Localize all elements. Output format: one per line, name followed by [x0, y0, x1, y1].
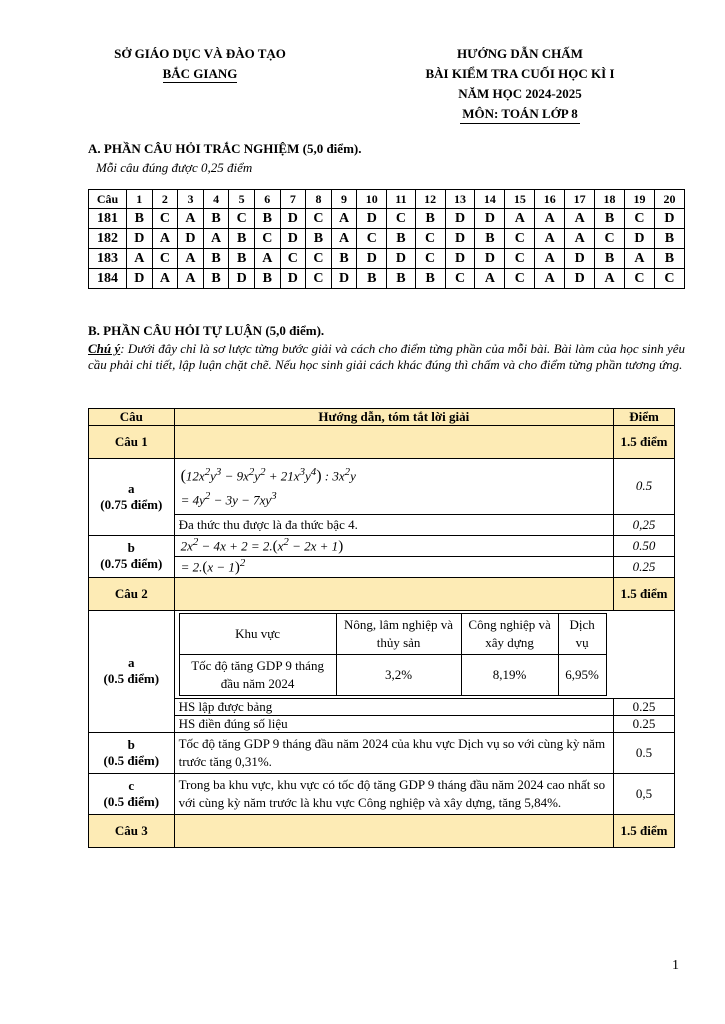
answer-cell: B — [654, 249, 684, 269]
answer-cell: B — [229, 249, 255, 269]
cau1b-label: b — [127, 540, 135, 556]
answer-cell: D — [625, 229, 655, 249]
cau2b-label-cell — [89, 732, 175, 773]
cau2b-text: Tốc độ tăng GDP 9 tháng đầu năm 2024 của khu vực Dịch vụ so với cùng kỳ năm trước tăng 0,31%. — [174, 732, 613, 773]
answer-cell: A — [595, 269, 625, 289]
answer-cell: A — [505, 209, 535, 229]
answer-cell: D — [565, 249, 595, 269]
answer-cell: B — [357, 269, 387, 289]
gdp-v-industry: 8,19% — [461, 654, 558, 695]
answer-cell: D — [357, 249, 387, 269]
answer-cell: B — [475, 229, 505, 249]
exam-title: BÀI KIỂM TRA CUỐI HỌC KÌ I — [425, 66, 615, 81]
cau2c-points: (0.5 điểm) — [103, 793, 160, 809]
question-number: 6 — [254, 190, 280, 209]
answer-cell: A — [535, 229, 565, 249]
answer-cell: A — [331, 209, 357, 229]
subject: MÔN: TOÁN LỚP 8 — [460, 105, 579, 124]
answer-cell: A — [535, 209, 565, 229]
answer-cell: C — [280, 249, 306, 269]
header-right — [395, 44, 645, 124]
answer-cell: D — [475, 209, 505, 229]
question-number: 7 — [280, 190, 306, 209]
exam-code: 184 — [89, 269, 127, 289]
question-number: 1 — [127, 190, 153, 209]
question-number: 16 — [535, 190, 565, 209]
answer-cell: A — [127, 249, 153, 269]
gdp-h-industry: Công nghiệp và xây dựng — [461, 613, 558, 654]
answer-cell: A — [535, 269, 565, 289]
cau1-row — [89, 426, 675, 459]
gdp-h-service: Dịch vụ — [558, 613, 606, 654]
answer-row — [89, 209, 685, 229]
answer-cell: C — [152, 209, 178, 229]
answer-cell: A — [178, 209, 204, 229]
col-score-header: Điểm — [614, 409, 675, 426]
cau2a-label: a — [128, 655, 135, 671]
cau2b-label: b — [127, 736, 135, 752]
cau2a-inner-cell — [174, 610, 674, 698]
answer-header-row — [89, 190, 685, 209]
cau2a-points: (0.5 điểm) — [103, 671, 160, 687]
answer-cell: A — [625, 249, 655, 269]
answer-cell: D — [331, 269, 357, 289]
cau1b-row1 — [89, 535, 675, 556]
exam-code: 183 — [89, 249, 127, 269]
section-b-title: B. PHẦN CÂU HỎI TỰ LUẬN (5,0 điểm). — [88, 323, 325, 338]
answer-cell: A — [565, 229, 595, 249]
cau3-empty — [174, 814, 613, 847]
answer-cell: C — [505, 229, 535, 249]
cau1b-score1: 0.50 — [614, 535, 675, 556]
cau1-empty — [174, 426, 613, 459]
section-a-note: Mỗi câu đúng được 0,25 điểm — [96, 160, 253, 175]
gdp-h-agri: Nông, lâm nghiệp và thủy sản — [336, 613, 461, 654]
answer-cell: C — [595, 229, 625, 249]
answer-cell: B — [229, 229, 255, 249]
doc-title: HƯỚNG DẪN CHẤM — [457, 46, 583, 61]
answer-cell: B — [331, 249, 357, 269]
question-number: 8 — [306, 190, 332, 209]
cau1a-label-cell — [89, 459, 175, 536]
answer-row — [89, 249, 685, 269]
cau1b-points: (0.75 điểm) — [100, 556, 163, 572]
answer-cell: B — [203, 209, 229, 229]
answer-cell: A — [535, 249, 565, 269]
answer-cell: A — [565, 209, 595, 229]
answer-cell: B — [415, 269, 445, 289]
answer-cell: C — [152, 249, 178, 269]
cau2-score: 1.5 điểm — [614, 577, 675, 610]
answer-cell: B — [595, 249, 625, 269]
gdp-v-agri: 3,2% — [336, 654, 461, 695]
question-number: 17 — [565, 190, 595, 209]
answer-cell: C — [306, 249, 332, 269]
cau1-score: 1.5 điểm — [614, 426, 675, 459]
cau2a-row2 — [89, 698, 675, 715]
cau1b-score2: 0.25 — [614, 556, 675, 577]
cau2b-points: (0.5 điểm) — [103, 752, 160, 768]
page-number: 1 — [672, 958, 679, 973]
gdp-value-row — [179, 654, 606, 695]
question-number: 5 — [229, 190, 255, 209]
answer-cell: D — [654, 209, 684, 229]
answer-cell: C — [505, 249, 535, 269]
col-guide-header: Hướng dẫn, tóm tắt lời giải — [174, 409, 613, 426]
cau2a-label-cell — [89, 610, 175, 732]
cau2c-score: 0,5 — [614, 773, 675, 814]
cau2-label: Câu 2 — [89, 577, 175, 610]
answer-cell: B — [127, 209, 153, 229]
cau2c-label-cell — [89, 773, 175, 814]
answer-cell: A — [178, 249, 204, 269]
question-number: 14 — [475, 190, 505, 209]
cau1-label: Câu 1 — [89, 426, 175, 459]
answer-cell: B — [203, 269, 229, 289]
answer-cell: C — [625, 209, 655, 229]
answer-cell: C — [654, 269, 684, 289]
cau2a-step2: HS điền đúng số liệu — [174, 715, 613, 732]
answer-cell: D — [445, 209, 475, 229]
exam-code: 181 — [89, 209, 127, 229]
note-label: Chú ý — [88, 341, 121, 356]
answer-cell: B — [595, 209, 625, 229]
question-number: 13 — [445, 190, 475, 209]
answer-cell: B — [415, 209, 445, 229]
answer-cell: A — [178, 269, 204, 289]
gdp-v-service: 6,95% — [558, 654, 606, 695]
answer-cell: B — [387, 229, 415, 249]
answer-cell: D — [565, 269, 595, 289]
cau3-label: Câu 3 — [89, 814, 175, 847]
section-a-title: A. PHẦN CÂU HỎI TRẮC NGHIỆM (5,0 điểm). — [88, 141, 362, 156]
answer-cell: D — [445, 249, 475, 269]
cau1b-line2: = $2.(x - 1)^2$ — [174, 556, 613, 577]
answer-cell: D — [357, 209, 387, 229]
answer-cell: C — [415, 229, 445, 249]
question-number: 15 — [505, 190, 535, 209]
col-question-header: Câu — [89, 409, 175, 426]
cau2a-score1: 0.25 — [614, 698, 675, 715]
question-number: 19 — [625, 190, 655, 209]
essay-guide-table — [88, 408, 675, 848]
answer-row — [89, 229, 685, 249]
answer-cell: B — [387, 269, 415, 289]
answer-cell: D — [178, 229, 204, 249]
answer-cell: D — [280, 269, 306, 289]
answer-cell: C — [445, 269, 475, 289]
cau2c-label: c — [128, 777, 135, 793]
cau2a-score2: 0.25 — [614, 715, 675, 732]
question-number: 20 — [654, 190, 684, 209]
answer-cell: D — [387, 249, 415, 269]
department-name: SỞ GIÁO DỤC VÀ ĐÀO TẠO — [114, 46, 286, 61]
answer-cell: B — [203, 249, 229, 269]
cau1a-line1: $(12x^2y^3 - 9x^2y^2 + 21x^3y^4)$ : $3x^2y$ — [180, 466, 356, 485]
answer-cell: A — [152, 269, 178, 289]
province-name: BẮC GIANG — [162, 66, 238, 81]
answer-cell: C — [306, 269, 332, 289]
cau3-row — [89, 814, 675, 847]
exam-code: 182 — [89, 229, 127, 249]
answer-cell: C — [306, 209, 332, 229]
answer-cell: D — [280, 229, 306, 249]
answer-cell: A — [254, 249, 280, 269]
note-text: : Dưới đây chỉ là sơ lược từng bước giải và cách cho điểm từng phần của mỗi bài. Bài làm của học sinh yêu cầu phải chi tiết, lập luận chặt chẽ. Nếu học sinh giải cách khác đúng thì chấm và cho điểm từng phần tương ứng. — [88, 341, 685, 372]
question-number: 11 — [387, 190, 415, 209]
question-number: 3 — [178, 190, 204, 209]
gdp-header-row — [179, 613, 606, 654]
answer-header-label: Câu — [89, 190, 127, 209]
answer-cell: C — [357, 229, 387, 249]
cau1a-step2: Đa thức thu được là đa thức bậc 4. — [174, 514, 613, 535]
cau1a-row2 — [89, 514, 675, 535]
answer-cell: D — [445, 229, 475, 249]
cau1a-line2: = $4y^2 - 3y - 7xy^3$ — [180, 490, 277, 508]
answer-cell: D — [229, 269, 255, 289]
answer-cell: B — [254, 209, 280, 229]
answer-cell: A — [152, 229, 178, 249]
answer-row — [89, 269, 685, 289]
gdp-row-label: Tốc độ tăng GDP 9 tháng đầu năm 2024 — [179, 654, 336, 695]
answer-cell: C — [229, 209, 255, 229]
cau2-empty — [174, 577, 613, 610]
answer-cell: A — [203, 229, 229, 249]
answer-cell: C — [415, 249, 445, 269]
cau1b-label-cell — [89, 535, 175, 577]
question-number: 2 — [152, 190, 178, 209]
cau1b-line1: $2x^2 - 4x + 2 = 2.(x^2 - 2x + 1)$ — [174, 535, 613, 556]
answer-cell: B — [306, 229, 332, 249]
answer-cell: D — [127, 229, 153, 249]
answer-cell: A — [331, 229, 357, 249]
cau1a-row1 — [89, 459, 675, 515]
school-year: NĂM HỌC 2024-2025 — [458, 86, 582, 101]
question-number: 12 — [415, 190, 445, 209]
answer-cell: C — [254, 229, 280, 249]
cau2b-score: 0.5 — [614, 732, 675, 773]
question-number: 10 — [357, 190, 387, 209]
cau1a-points: (0.75 điểm) — [100, 496, 163, 512]
answer-cell: C — [625, 269, 655, 289]
answer-cell: C — [505, 269, 535, 289]
question-number: 9 — [331, 190, 357, 209]
answer-cell: C — [387, 209, 415, 229]
answer-cell: D — [475, 249, 505, 269]
cau2a-row1 — [89, 610, 675, 698]
cau2c-row — [89, 773, 675, 814]
answer-cell: B — [654, 229, 684, 249]
cau1b-row2 — [89, 556, 675, 577]
question-number: 4 — [203, 190, 229, 209]
table-header-row — [89, 409, 675, 426]
cau2c-text: Trong ba khu vực, khu vực có tốc độ tăng GDP 9 tháng đầu năm 2024 cao nhất so với cùng kỳ năm trước là khu vực Công nghiệp và xây dựng, tăng 5,84%. — [174, 773, 613, 814]
cau2a-row3 — [89, 715, 675, 732]
cau1a-label: a — [128, 480, 135, 496]
cau3-score: 1.5 điểm — [614, 814, 675, 847]
cau2b-row — [89, 732, 675, 773]
question-number: 18 — [595, 190, 625, 209]
answer-cell: B — [254, 269, 280, 289]
cau2-row — [89, 577, 675, 610]
cau1a-score2: 0,25 — [614, 514, 675, 535]
cau1a-score1: 0.5 — [614, 459, 675, 515]
answer-cell: D — [280, 209, 306, 229]
header-left — [80, 44, 320, 84]
section-b-note — [88, 341, 685, 373]
answer-key-table — [88, 189, 685, 289]
cau1a-expression — [174, 459, 613, 515]
answer-cell: A — [475, 269, 505, 289]
answer-cell: D — [127, 269, 153, 289]
gdp-h-region: Khu vực — [179, 613, 336, 654]
gdp-table — [179, 613, 607, 696]
cau2a-step1: HS lập được bảng — [174, 698, 613, 715]
